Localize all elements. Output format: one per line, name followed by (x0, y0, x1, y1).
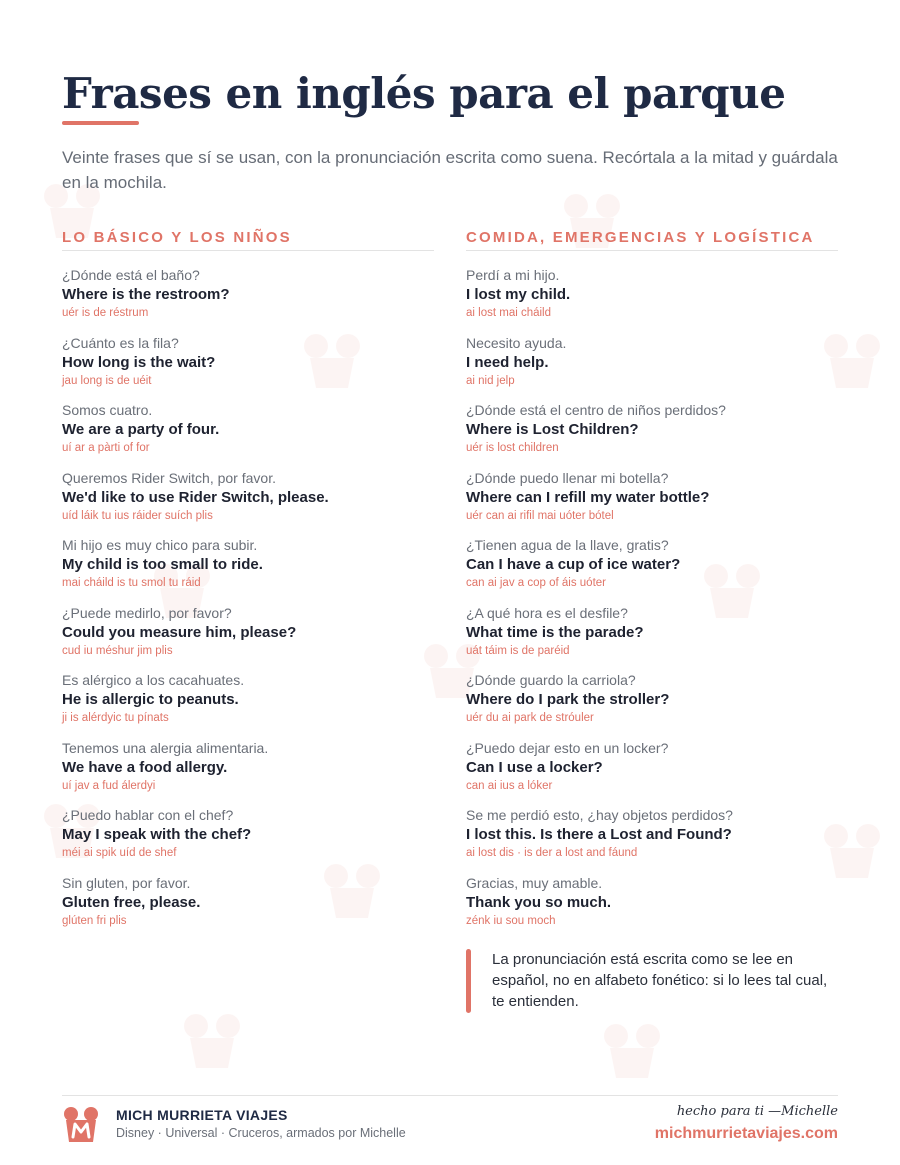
phrase-pronunciation: uíd láik tu ius ráider suích plis (62, 509, 213, 522)
phrase-pronunciation: uér is lost children (466, 442, 559, 454)
phrase-spanish: Mi hijo es muy chico para subir. (62, 537, 258, 553)
column-food-emergencies (466, 226, 838, 1013)
phrase-english: Gluten free, please. (62, 893, 201, 911)
phrase-pronunciation: cud iu méshur jim plis (62, 644, 173, 657)
phrase-pronunciation: jau long is de uéit (62, 374, 152, 387)
phrase-pronunciation: uát táim is de paréid (466, 644, 570, 657)
phrase-pronunciation: can ai jav a cop of áis uóter (466, 577, 606, 589)
phrase-spanish: Se me perdió esto, ¿hay objetos perdidos? (466, 807, 733, 823)
phrase-spanish: Es alérgico a los cacahuates. (62, 672, 245, 688)
phrase-item (466, 536, 838, 604)
phrase-pronunciation: ai lost dis · is der a lost and fáund (466, 847, 638, 859)
phrase-english: We have a food allergy. (62, 758, 228, 776)
footer-divider (62, 1095, 838, 1096)
phrase-spanish: ¿A qué hora es el desfile? (466, 604, 628, 621)
phrase-pronunciation: glúten fri plis (62, 914, 127, 927)
title-underline (62, 121, 139, 125)
phrase-item (466, 266, 838, 334)
phrase-english: How long is the wait? (62, 353, 216, 371)
phrase-english: Where is the restroom? (62, 286, 230, 303)
phrase-item (62, 739, 434, 807)
phrase-spanish: Somos cuatro. (62, 402, 153, 418)
phrase-english: Where is Lost Children? (466, 421, 639, 438)
phrase-item (466, 671, 838, 739)
phrase-item (466, 604, 838, 672)
brand-tagline: Disney · Universal · Cruceros, armados por Michelle (116, 1126, 406, 1140)
phrase-spanish: ¿Puede medirlo, por favor? (62, 604, 232, 621)
phrase-spanish: ¿Puedo dejar esto en un locker? (466, 739, 669, 756)
phrase-pronunciation: mai cháild is tu smol tu ráid (62, 577, 201, 589)
phrase-pronunciation: ji is alérdyic tu pínats (62, 712, 169, 724)
column-basics (62, 226, 434, 941)
phrase-pronunciation: uí jav a fud álerdyi (62, 779, 156, 792)
phrase-item (466, 401, 838, 469)
phrase-item (62, 874, 434, 942)
phrase-english: We'd like to use Rider Switch, please. (62, 488, 329, 506)
phrase-pronunciation: ai lost mai cháild (466, 307, 552, 319)
phrase-item (466, 874, 838, 942)
page-subtitle: Veinte frases que sí se usan, con la pronunciación escrita como suena. Recórtala a la mitad y guárdala en la mochila. (62, 148, 838, 192)
note-text: La pronunciación está escrita como se lee en español, no en alfabeto fonético: si lo lees tal cual, te entienden. (492, 951, 828, 1010)
phrase-pronunciation: uér is de réstrum (62, 307, 149, 319)
mouse-ears-m-logo-icon (62, 1104, 100, 1144)
phrase-spanish: ¿Dónde guardo la carriola? (466, 672, 636, 688)
phrase-spanish: Queremos Rider Switch, por favor. (62, 469, 276, 486)
website-link[interactable]: michmurrietaviajes.com (654, 1125, 838, 1142)
phrase-item (62, 806, 434, 874)
phrase-english: He is allergic to peanuts. (62, 691, 239, 708)
phrase-pronunciation: uér du ai park de stróuler (466, 712, 594, 724)
phrase-english: Could you measure him, please? (62, 623, 297, 641)
column-divider (62, 250, 434, 251)
phrase-list (466, 266, 838, 941)
phrase-english: We are a party of four. (62, 421, 220, 438)
phrase-english: May I speak with the chef? (62, 826, 252, 843)
phrase-item (466, 334, 838, 402)
pronunciation-note (466, 949, 838, 1013)
phrase-english: I lost this. Is there a Lost and Found? (466, 826, 732, 843)
phrase-spanish: Sin gluten, por favor. (62, 874, 191, 891)
phrase-spanish: ¿Dónde está el baño? (62, 267, 200, 283)
phrase-pronunciation: uér can ai rifil mai uóter bótel (466, 509, 614, 522)
phrase-spanish: Perdí a mi hijo. (466, 267, 560, 283)
column-heading: COMIDA, EMERGENCIAS Y LOGÍSTICA (466, 229, 815, 246)
phrase-item (466, 806, 838, 874)
phrase-list (62, 266, 434, 941)
phrase-item (466, 469, 838, 537)
phrase-spanish: ¿Puedo hablar con el chef? (62, 807, 234, 823)
column-divider (466, 250, 838, 251)
phrase-pronunciation: uí ar a pàrti of for (62, 442, 150, 454)
phrase-spanish: ¿Cuánto es la fila? (62, 334, 179, 351)
phrase-item (62, 469, 434, 537)
phrase-pronunciation: ai nid jelp (466, 374, 515, 387)
phrase-english: Thank you so much. (466, 893, 612, 911)
phrase-english: I lost my child. (466, 286, 571, 303)
phrase-english: What time is the parade? (466, 623, 644, 641)
phrase-pronunciation: méi ai spik uíd de shef (62, 847, 177, 859)
phrase-english: I need help. (466, 353, 549, 371)
phrase-spanish: Gracias, muy amable. (466, 874, 603, 891)
phrase-english: Can I have a cup of ice water? (466, 556, 681, 573)
page-title: Frases en inglés para el parque (62, 69, 786, 118)
phrase-item (62, 671, 434, 739)
phrase-item (62, 266, 434, 334)
column-heading: LO BÁSICO Y LOS NIÑOS (62, 229, 292, 246)
note-accent-bar (466, 949, 471, 1013)
phrase-spanish: ¿Tienen agua de la llave, gratis? (466, 537, 669, 553)
phrase-pronunciation: can ai ius a lóker (466, 779, 553, 792)
phrase-spanish: Necesito ayuda. (466, 334, 567, 351)
signature: hecho para ti —Michelle (676, 1104, 838, 1119)
phrase-item (62, 334, 434, 402)
brand-name: MICH MURRIETA VIAJES (116, 1107, 288, 1123)
phrase-spanish: Tenemos una alergia alimentaria. (62, 739, 269, 756)
phrase-english: Can I use a locker? (466, 758, 603, 776)
phrase-spanish: ¿Dónde está el centro de niños perdidos? (466, 402, 726, 418)
phrase-english: Where do I park the stroller? (466, 691, 670, 708)
phrase-pronunciation: zénk iu sou moch (466, 914, 556, 927)
phrase-english: Where can I refill my water bottle? (466, 488, 710, 506)
phrase-item (62, 604, 434, 672)
phrase-spanish: ¿Dónde puedo llenar mi botella? (466, 469, 669, 486)
phrase-item (466, 739, 838, 807)
phrase-english: My child is too small to ride. (62, 556, 263, 573)
phrase-item (62, 536, 434, 604)
phrase-item (62, 401, 434, 469)
